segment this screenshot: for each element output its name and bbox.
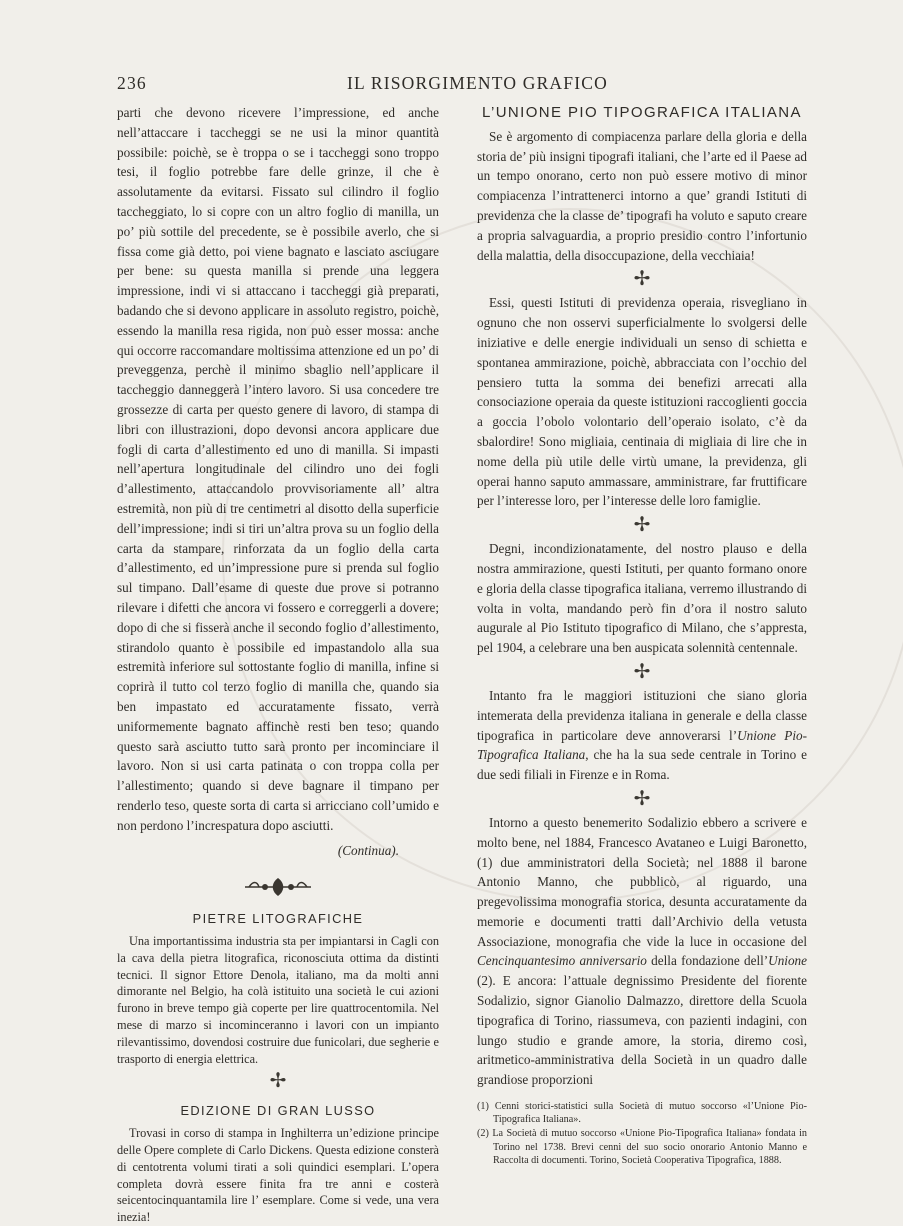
fleuron-icon: ✢ (633, 787, 651, 810)
p4-emphasis: Unione Pio-Tipografica Italiana (477, 727, 807, 763)
footnote-1: (1) Cenni storici-statistici sulla Società di mutuo soccorso «l’Unione Pio-Tipografica Italiana». (477, 1101, 807, 1126)
p5-text-b: della fondazione dell’ (646, 953, 769, 969)
footnote-2: (2) La Società di mutuo soccorso «Unione Pio-Tipografica Italiana» fondata in Torino nel 1738. Brevi cenni del suo socio onorario Antonio Manno e Raccolta di documenti. Torino, Società Cooperativa Tipografica, 1888. (477, 1128, 807, 1166)
right-paragraph-3: Degni, incondizionatamente, del nostro plauso e della nostra ammirazione, questi Istituti, per quanto formano onore e gloria della classe tipografica italiana, verremo illustrando di volta in volta, mandando però fin d’ora il nostro saluto augurale al Pio Istituto tipografico di Milano, che s’appresta, pel 1904, a celebrare una ben auspicata solennità centennale. (477, 541, 807, 656)
right-paragraph-1: Se è argomento di compiacenza parlare della gloria e della storia de’ più insigni tipografi italiani, che l’arte ed il Paese ad un tempo onorano, certo non può essere motivo di minor compiacenza l’intrattenerci intorno a que’ grandi Istituti di previdenza che la classe de’ tipografi ha voluto e saputo creare a propria salvaguardia, a proprio presidio contro l’infortunio della malattia, della disoccupazione, della vecchiaia! (477, 128, 808, 263)
section-text-edizione: Trovasi in corso di stampa in Inghilterra un’edizione principe delle Opere complete di Carlo Dickens. Questa edizione consterà di centotrenta volumi tirati a soli quindici esemplari. L’opera completa dovrà essere finita fra tre anni e costerà seicentocinquantamila lire l’ esemplare. Come si vede, una vera inezia! (117, 1126, 439, 1225)
fleuron-icon: ✢ (269, 1070, 287, 1093)
p4-text-a: Intanto fra le maggiori istituzioni che siano gloria intemerata della previdenza italiana in generale e della classe tipografica in particolare deve annoverarsi l’ (477, 687, 807, 743)
page (82, 58, 810, 1225)
footnotes (477, 1100, 807, 1167)
left-column (117, 103, 439, 1226)
right-paragraph-5 (477, 813, 807, 1090)
ornament-svg (243, 875, 313, 899)
section-title-edizione: EDIZIONE DI GRAN LUSSO (180, 1103, 376, 1119)
page-number: 236 (117, 73, 147, 93)
p5-text-a: Intorno a questo benemerito Sodalizio ebbero a scrivere e molto bene, nel 1884, Francesco Avataneo e Luigi Baronetto, (1) due amministratori della Società; nel 1888 il barone Antonio Manno, che pubblicò, al riguardo, una pregevolissima monografia storica, desunta accuratamente da memorie e documenti tratti dall’Archivio della vetusta Associazione, monografia che vide la luce in occasione del (477, 814, 807, 949)
right-column (477, 103, 807, 1168)
running-title: IL RISORGIMENTO GRAFICO (347, 73, 608, 93)
fleuron-icon: ✢ (633, 268, 651, 291)
p5-emphasis-2: Unione (768, 953, 807, 969)
article-title: L’UNIONE PIO TIPOGRAFICA ITALIANA (482, 104, 802, 121)
fleuron-icon: ✢ (633, 514, 651, 537)
p5-text-c: (2). E ancora: l’attuale degnissimo Presidente del fiorente Sodalizio, signor Gianolio Dalmazzo, direttore della Scuola tipografica di Torino, riassumeva, con pazienti indagini, con lungo studio e grande amore, la storia, diremo così, aritmetico-amministrativa della Società in un quadro dalle grandiose proporzioni (477, 973, 807, 1088)
ornamental-rule-icon (117, 875, 439, 903)
p4-text-b: , che ha la sua sede centrale in Torino e due sedi filiali in Firenze e in Roma. (477, 747, 807, 783)
fleuron-icon: ✢ (633, 660, 651, 683)
section-text-pietre: Una importantissima industria sta per impiantarsi in Cagli con la cava della pietra litografica, riconosciuta ottima da distinti tecnici. Il signor Ettore Denola, italiano, ma da molti anni dimorante nel Belgio, ha colà istituito una società le cui azioni furono in breve tempo già coperte per lire quattrocentomila. Nel mese di marzo si incominceranno i lavori con un impianto rilevantissimo, dovendosi costruire due funicolari, due segherie e trasporto di energia elettrica. (117, 934, 439, 1066)
left-paragraph-1: parti che devono ricevere l’impressione, ed anche nell’attaccare i taccheggi se ne usi la minor quantità possibile: poichè, se è troppa o se i taccheggi sono troppo tesi, il foglio potrebbe fare delle grinze, il che è assolutamente da evitarsi. Fissato sul cilindro il foglio taccheggiato, lo si copre con un altro foglio di manilla, un po’ più sottile del precedente, se è possibile averlo, che si fissa come già detto, poi viene bagnato e lasciato asciugare per bene: su questa manilla si prende una leggera impressione, indi vi si attaccano i taccheggi già preparati, badando che si devono applicare in assoluto registro, poichè, essendo la manilla resa rigida, non può esser mossa: anche qui occorre raccomandare moltissima attenzione ed un po’ di preveggenza, perchè il minimo sbaglio nell’applicare il taccheggio danneggerà l’intero lavoro. Si usa concedere tre grossezze di carta per questo genere di lavoro, di stampa di libri con illustrazioni, dopo devonsi ancora applicare due fogli di carta d’allestimento ed uno di manilla. Si impasti nell’apertura longitudinale del cilindro uno dei fogli d’allestimento, attaccandolo provvisoriamente all’ altra estremità, non più di tre centimetri al disotto della superficie dell’impressione; indi si tiri un’altra prova su un foglio della carta da stampare, rinforzata da un foglio della carta d’allestimento, ed un’impressione pure si prenda sul foglio sul timpano. Dall’esame di queste due prove si potranno rilevare i difetti che ancora vi fossero e correggerli a dovere; dopo di che si fisserà anche il secondo foglio d’allestimento, stirandolo quanto è possibile ed impastandolo alla sua estremità inferiore sul sottostante foglio di manilla, infine si coprirà il tutto col terzo foglio di manilla che, quando sia ben impastato ed accuratamente fissato, verrà uniformemente bagnato affinchè resti ben teso; quando questo sarà asciutto tutto sarà pronto per incominciare il lavoro. Non si usi carta patinata o con troppa colla per l’allestimento; quando si deve bagnare il timpano per renderlo teso, queste sorta di carta si arricciano coll’umido e non perdono l’increspatura dopo asciutti. (117, 105, 439, 833)
p5-emphasis-1: Cencinquantesimo anniversario (477, 953, 647, 969)
section-title-pietre: PIETRE LITOGRAFICHE (192, 911, 364, 927)
right-paragraph-4 (477, 686, 807, 785)
page-header (117, 73, 837, 97)
continuation-note: (Continua). (337, 843, 399, 859)
right-paragraph-2: Essi, questi Istituti di previdenza operaia, risvegliano in ognuno che non osservi superficialmente lo svolgersi delle iniziative e delle energie individuali un senso di schietta e spontanea ammirazione, poichè, abbracciata con l’occhio del pensiero tutta la somma dei benefizi arrecati alla consociazione operaia da queste istituzioni raccoglienti goccia a goccia l’obolo volontario dell’operaio isolato, c’è da sbalordire! Sono migliaia, centinaia di migliaia di lire che in nome della più utile delle virtù umane, la previdenza, gli operai hanno saputo ammassare, amministrare, far fruttificare per l’interesse loro, per l’interesse delle loro famiglie. (477, 295, 807, 509)
